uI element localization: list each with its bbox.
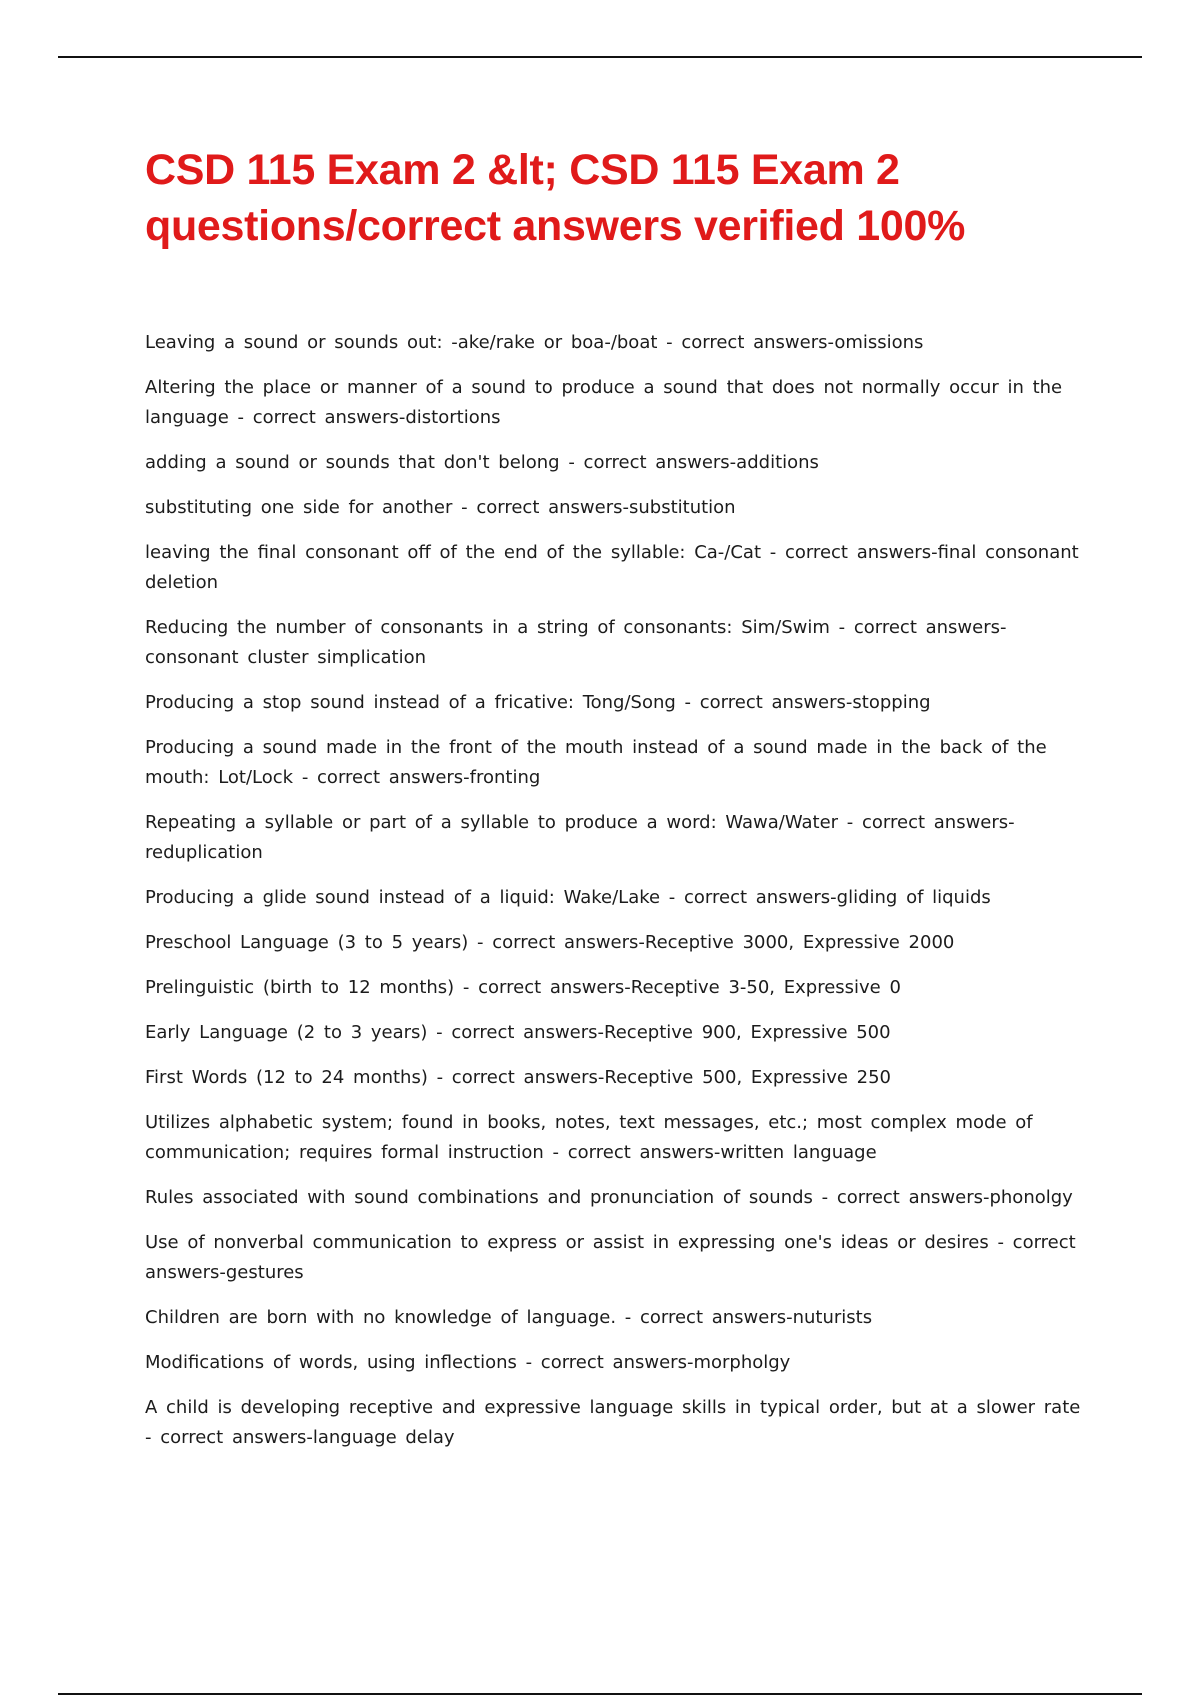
qa-entry: Preschool Language (3 to 5 years) - correct answers-Receptive 3000, Expressive 2000 [145, 932, 955, 953]
qa-entry: A child is developing receptive and expressive language skills in typical order, but at a slower rate - correct answers-language delay [145, 1397, 1081, 1448]
qa-entry: Producing a glide sound instead of a liquid: Wake/Lake - correct answers-gliding of liquids [145, 887, 991, 908]
qa-entry: Leaving a sound or sounds out: -ake/rake or boa-/boat - correct answers-omissions [145, 332, 924, 353]
qa-entry: Modifications of words, using inflections - correct answers-morpholgy [145, 1352, 791, 1373]
document-title: CSD 115 Exam 2 &lt; CSD 115 Exam 2 questions/correct answers verified 100% [145, 146, 965, 250]
qa-entry: Children are born with no knowledge of language. - correct answers-nuturists [145, 1307, 873, 1328]
qa-entry: Rules associated with sound combinations and pronunciation of sounds - correct answers-phonolgy [145, 1187, 1073, 1208]
qa-entry: Use of nonverbal communication to express or assist in expressing one's ideas or desires - correct answers-gestures [145, 1232, 1076, 1283]
qa-entry: Producing a stop sound instead of a fricative: Tong/Song - correct answers-stopping [145, 692, 931, 713]
qa-entry: substituting one side for another - correct answers-substitution [145, 497, 736, 518]
bottom-rule [58, 1693, 1142, 1695]
top-rule [58, 56, 1142, 58]
qa-entry: Producing a sound made in the front of the mouth instead of a sound made in the back of the mouth: Lot/Lock - correct answers-fronting [145, 737, 1047, 788]
qa-entry: Altering the place or manner of a sound to produce a sound that does not normally occur in the language - correct answers-distortions [145, 377, 1063, 428]
qa-entry: Early Language (2 to 3 years) - correct answers-Receptive 900, Expressive 500 [145, 1022, 891, 1043]
qa-entry: adding a sound or sounds that don't belong - correct answers-additions [145, 452, 819, 473]
qa-list [145, 328, 1085, 1468]
qa-entry: Utilizes alphabetic system; found in books, notes, text messages, etc.; most complex mode of communication; requires formal instruction - correct answers-written language [145, 1112, 1033, 1163]
qa-entry: First Words (12 to 24 months) - correct answers-Receptive 500, Expressive 250 [145, 1067, 891, 1088]
qa-entry: Repeating a syllable or part of a syllable to produce a word: Wawa/Water - correct answers-reduplication [145, 812, 1015, 863]
qa-entry: Reducing the number of consonants in a string of consonants: Sim/Swim - correct answers-consonant cluster simplication [145, 617, 1007, 668]
qa-entry: leaving the final consonant off of the end of the syllable: Ca-/Cat - correct answers-final consonant deletion [145, 542, 1079, 593]
qa-entry: Prelinguistic (birth to 12 months) - correct answers-Receptive 3-50, Expressive 0 [145, 977, 901, 998]
